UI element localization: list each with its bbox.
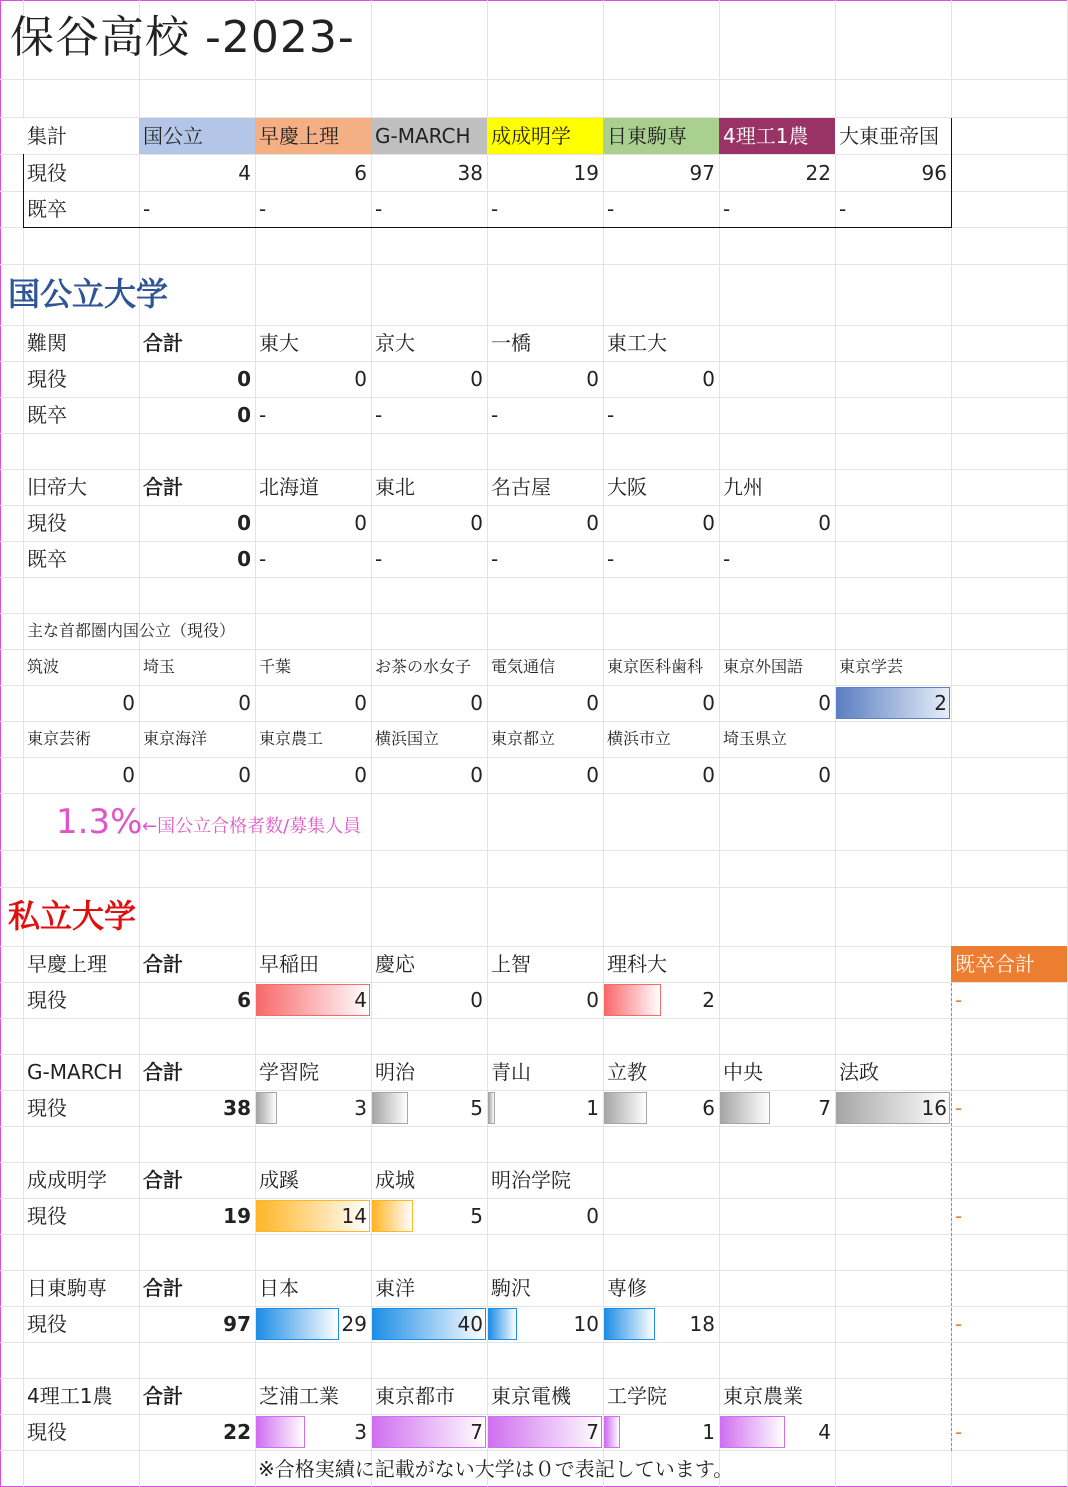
metro-university-value: 0 — [354, 763, 367, 787]
university-header: 工学院 — [607, 1384, 667, 1408]
university-header: 明治学院 — [491, 1168, 571, 1192]
row-total: 6 — [237, 988, 251, 1012]
university-header: 旧帝大 — [27, 475, 87, 499]
university-value: 18 — [689, 1312, 715, 1336]
metro-university-value: 0 — [702, 691, 715, 715]
metro-university-value: 0 — [238, 691, 251, 715]
grid-row-line — [0, 577, 1068, 578]
metro-university-name: 横浜市立 — [607, 729, 672, 748]
metro-university-value: 0 — [586, 763, 599, 787]
grid-row-line — [0, 887, 1068, 888]
university-header: 東京電機 — [491, 1384, 571, 1408]
university-value: - — [723, 547, 731, 571]
row-label: 現役 — [27, 1096, 67, 1120]
metro-university-name: 東京外国語 — [723, 657, 804, 676]
total-header: 合計 — [143, 1060, 183, 1084]
metro-title: 主な首都圏内国公立（現役） — [27, 621, 236, 640]
university-value: 0 — [586, 511, 599, 535]
university-value: 0 — [818, 511, 831, 535]
metro-university-value: 0 — [702, 763, 715, 787]
metro-university-name: 東京医科歯科 — [607, 657, 704, 676]
university-value: - — [491, 403, 499, 427]
university-header: 明治 — [375, 1060, 415, 1084]
university-value: 0 — [586, 1204, 599, 1228]
row-label: 現役 — [27, 367, 67, 391]
university-value: - — [491, 547, 499, 571]
university-value: 7 — [586, 1420, 599, 1444]
university-value: 2 — [702, 988, 715, 1012]
group-name: 4理工1農 — [27, 1384, 113, 1408]
private-heading: 私立大学 — [8, 897, 137, 935]
metro-university-value: 0 — [586, 691, 599, 715]
kisotsu-dashed-border — [951, 983, 952, 1451]
university-header: 早稲田 — [259, 952, 319, 976]
university-header: 東京農業 — [723, 1384, 803, 1408]
metro-university-value: 0 — [470, 691, 483, 715]
grid-row-line — [0, 1018, 1068, 1019]
summary-value: - — [143, 197, 151, 221]
kisotsu-value: - — [955, 988, 963, 1012]
summary-value: - — [259, 197, 267, 221]
university-value: 7 — [470, 1420, 483, 1444]
metro-university-value: 0 — [122, 763, 135, 787]
metro-university-name: 東京学芸 — [839, 657, 904, 676]
university-header: 北海道 — [259, 475, 319, 499]
grid-row-line — [0, 79, 1068, 80]
university-value: 0 — [354, 367, 367, 391]
university-header: 東北 — [375, 475, 415, 499]
university-header: 専修 — [607, 1276, 647, 1300]
metro-university-name: 筑波 — [27, 657, 60, 676]
university-value: 4 — [818, 1420, 831, 1444]
metro-university-value: 0 — [818, 691, 831, 715]
national-pass-rate-note: ←国公立合格者数/募集人員 — [142, 816, 362, 837]
metro-university-name: 東京農工 — [259, 729, 324, 748]
university-header: 一橋 — [491, 331, 531, 355]
university-value: 0 — [470, 511, 483, 535]
university-value: - — [607, 547, 615, 571]
summary-row-label: 現役 — [27, 161, 67, 185]
row-total: 22 — [223, 1420, 251, 1444]
summary-value: - — [723, 197, 731, 221]
total-header: 合計 — [143, 475, 183, 499]
university-header: 東大 — [259, 331, 299, 355]
summary-value: 96 — [921, 161, 947, 185]
summary-header: 大東亜帝国 — [835, 118, 951, 154]
university-header: 慶応 — [375, 952, 415, 976]
university-value: 0 — [354, 511, 367, 535]
university-header: 立教 — [607, 1060, 647, 1084]
row-label: 現役 — [27, 988, 67, 1012]
grid-row-line — [0, 1126, 1068, 1127]
university-value: - — [607, 403, 615, 427]
university-header: 東洋 — [375, 1276, 415, 1300]
university-value: - — [375, 403, 383, 427]
summary-value: 97 — [689, 161, 715, 185]
metro-university-name: お茶の水女子 — [375, 657, 472, 676]
university-value: 5 — [470, 1096, 483, 1120]
group-name: 早慶上理 — [27, 952, 107, 976]
university-value: - — [259, 403, 267, 427]
university-value: 0 — [702, 367, 715, 391]
university-header: 上智 — [491, 952, 531, 976]
university-value: 0 — [470, 367, 483, 391]
kisotsu-value: - — [955, 1204, 963, 1228]
row-total: 38 — [223, 1096, 251, 1120]
metro-university-name: 電気通信 — [491, 657, 556, 676]
metro-university-value: 0 — [354, 691, 367, 715]
row-total: 0 — [237, 511, 251, 535]
university-value: 16 — [921, 1096, 947, 1120]
metro-university-name: 埼玉県立 — [723, 729, 788, 748]
footnote: ※合格実績に記載がない大学は０で表記しています。 — [258, 1457, 734, 1481]
university-header: 難関 — [27, 331, 67, 355]
university-value: 14 — [341, 1204, 367, 1228]
total-header: 合計 — [143, 331, 183, 355]
metro-university-value: 0 — [470, 763, 483, 787]
university-value: 5 — [470, 1204, 483, 1228]
summary-value: - — [491, 197, 499, 221]
university-value: 1 — [586, 1096, 599, 1120]
summary-header: 国公立 — [139, 118, 255, 154]
summary-header: 早慶上理 — [255, 118, 371, 154]
metro-university-name: 東京芸術 — [27, 729, 92, 748]
metro-university-name: 埼玉 — [143, 657, 176, 676]
metro-university-value: 0 — [238, 763, 251, 787]
university-header: 成蹊 — [259, 1168, 299, 1192]
total-header: 合計 — [143, 952, 183, 976]
page-title: 保谷高校 -2023- — [10, 12, 355, 63]
summary-value: 4 — [238, 161, 251, 185]
summary-value: 19 — [573, 161, 599, 185]
metro-university-name: 東京海洋 — [143, 729, 208, 748]
university-header: 法政 — [839, 1060, 879, 1084]
national-heading: 国公立大学 — [8, 275, 169, 313]
national-pass-rate: 1.3% — [56, 802, 143, 842]
grid-row-line — [0, 433, 1068, 434]
university-header: 理科大 — [607, 952, 667, 976]
university-value: 0 — [702, 511, 715, 535]
university-value: 10 — [573, 1312, 599, 1336]
university-header: 学習院 — [259, 1060, 319, 1084]
metro-university-name: 千葉 — [259, 657, 292, 676]
row-label: 現役 — [27, 1204, 67, 1228]
university-value: 40 — [457, 1312, 483, 1336]
row-label: 現役 — [27, 1312, 67, 1336]
row-label: 現役 — [27, 511, 67, 535]
metro-university-value: 2 — [934, 691, 947, 715]
university-header: 東工大 — [607, 331, 667, 355]
summary-value: 38 — [457, 161, 483, 185]
row-total: 0 — [237, 403, 251, 427]
row-total: 97 — [223, 1312, 251, 1336]
university-value: 3 — [354, 1096, 367, 1120]
university-value: 3 — [354, 1420, 367, 1444]
summary-value: - — [839, 197, 847, 221]
university-header: 大阪 — [607, 475, 647, 499]
row-label: 既卒 — [27, 547, 67, 571]
university-value: 4 — [354, 988, 367, 1012]
summary-header: 成成明学 — [487, 118, 603, 154]
group-name: G-MARCH — [27, 1060, 123, 1084]
university-header: 日本 — [259, 1276, 299, 1300]
total-header: 合計 — [143, 1276, 183, 1300]
university-value: 6 — [702, 1096, 715, 1120]
metro-university-value: 0 — [818, 763, 831, 787]
university-value: 0 — [470, 988, 483, 1012]
university-header: 駒沢 — [491, 1276, 531, 1300]
kisotsu-value: - — [955, 1420, 963, 1444]
summary-header: 集計 — [23, 118, 139, 154]
summary-header: G-MARCH — [371, 118, 487, 154]
row-total: 19 — [223, 1204, 251, 1228]
summary-value: 22 — [805, 161, 831, 185]
summary-value: - — [607, 197, 615, 221]
university-header: 名古屋 — [491, 475, 551, 499]
row-label: 現役 — [27, 1420, 67, 1444]
summary-row-label: 既卒 — [27, 197, 67, 221]
metro-university-name: 東京都立 — [491, 729, 556, 748]
university-value: - — [259, 547, 267, 571]
metro-university-name: 横浜国立 — [375, 729, 440, 748]
group-name: 成成明学 — [27, 1168, 107, 1192]
grid-row-line — [0, 1450, 1068, 1451]
university-header: 青山 — [491, 1060, 531, 1084]
university-value: 0 — [586, 367, 599, 391]
group-name: 日東駒専 — [27, 1276, 107, 1300]
total-header: 合計 — [143, 1384, 183, 1408]
university-header: 京大 — [375, 331, 415, 355]
row-total: 0 — [237, 547, 251, 571]
metro-university-value: 0 — [122, 691, 135, 715]
summary-value: - — [375, 197, 383, 221]
university-value: 0 — [586, 988, 599, 1012]
university-header: 中央 — [723, 1060, 763, 1084]
summary-header: 日東駒専 — [603, 118, 719, 154]
summary-value: 6 — [354, 161, 367, 185]
row-total: 0 — [237, 367, 251, 391]
grid-row-line — [0, 264, 1068, 265]
grid-row-line — [0, 1342, 1068, 1343]
university-header: 東京都市 — [375, 1384, 455, 1408]
grid-row-line — [0, 1234, 1068, 1235]
row-label: 既卒 — [27, 403, 67, 427]
grid-row-line — [0, 850, 1068, 851]
university-value: 1 — [702, 1420, 715, 1444]
summary-header: 4理工1農 — [719, 118, 835, 154]
university-value: 29 — [341, 1312, 367, 1336]
total-header: 合計 — [143, 1168, 183, 1192]
university-header: 成城 — [375, 1168, 415, 1192]
grid-row-line — [0, 793, 1068, 794]
university-header: 芝浦工業 — [259, 1384, 339, 1408]
university-header: 九州 — [723, 475, 763, 499]
kisotsu-value: - — [955, 1096, 963, 1120]
kisotsu-value: - — [955, 1312, 963, 1336]
university-value: 7 — [818, 1096, 831, 1120]
university-value: - — [375, 547, 383, 571]
kisotsu-total-header: 既卒合計 — [951, 946, 1067, 982]
